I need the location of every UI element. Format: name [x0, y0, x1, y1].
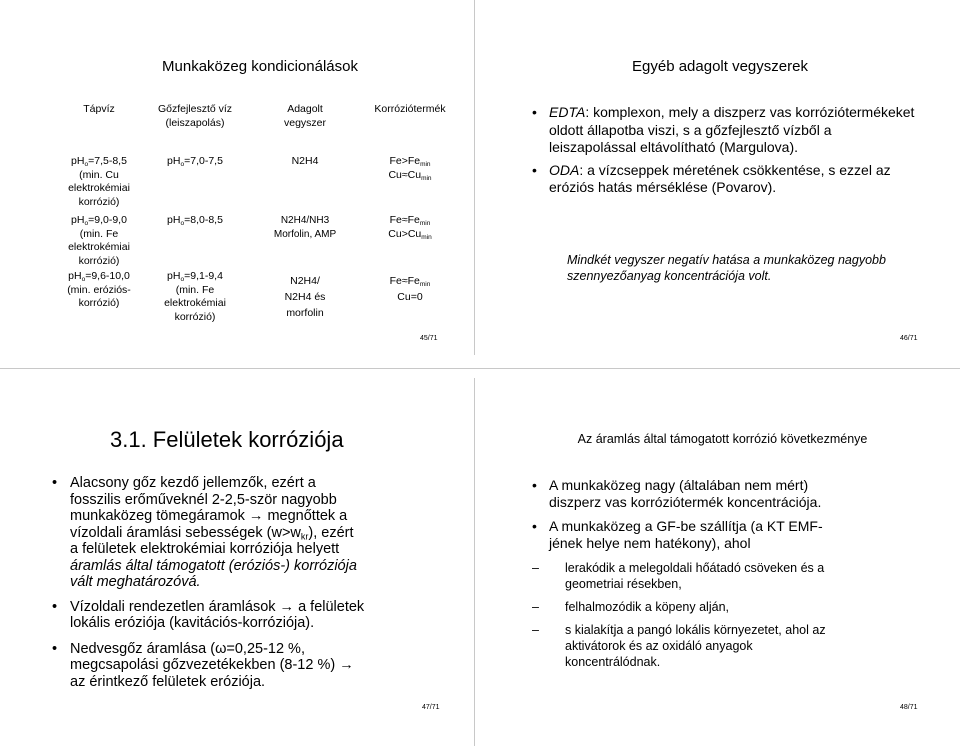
- dash-icon: –: [532, 600, 539, 614]
- bullet-transport-to-sg: • A munkaközeg a GF-be szállítja (a KT EMF- jének helye nem hatékony), ahol: [532, 518, 823, 551]
- sub-bullet-local-environment: – s kialakítja a pangó lokális környezetet, ahol az aktivátorok és az oxidáló anyagok koncentrálódnak.: [532, 623, 826, 669]
- bullet-dot-icon: •: [532, 518, 537, 534]
- bullet-dot-icon: •: [52, 475, 58, 491]
- bullet-dot-icon: •: [52, 640, 58, 657]
- row2-boiler-water: $pH_o=8,0-8,5$: [167, 214, 223, 227]
- bullet-low-steam: • Alacsony gőz kezdő jellemzők, ezért a fosszilis erőműveknél 2-2,5-ször nagyobb munkaközeg tömegáramok → megnőttek a vízoldali áramlási sebességek $(w>w_{kr})$, ezért a felületek elektrokémiai korróziója helyett áramlás által támogatott (eróziós-) korróziója vált meghatározóvá.: [52, 475, 357, 590]
- bullet-dot-icon: •: [532, 477, 537, 493]
- sub-bullets: [532, 560, 932, 670]
- row3-chemical: N2H4/ N2H4 és morfolin: [284, 275, 326, 319]
- slide-47-title: 3.1. Felületek korróziója: [110, 427, 344, 452]
- slide-45-page-number: 45/71: [420, 335, 438, 342]
- slide-46-bullets: [532, 104, 917, 197]
- bullet-edta: • EDTA: komplexon, mely a diszperz vas korróziótermékeket oldott állapotba viszi, s a gőzfejlesztő vízből a leiszapolással eltávolítható (Margulova).: [532, 104, 915, 155]
- header-boiler-water: Gőzfejlesztő víz (leiszapolás): [157, 103, 233, 129]
- sub-bullet-deposits: – lerakódik a melegoldali hőátadó csöveken és a geometriai résekben,: [532, 561, 825, 591]
- row1-feedwater: $pH_o=7,5-8,5$ (min. Cu elektrokémiai korrózió): [68, 155, 130, 208]
- slide-47-body: [52, 475, 462, 690]
- header-chemical: Adagolt vegyszer: [283, 103, 326, 129]
- sub-bullet-accumulates: – felhalmozódik a köpeny alján,: [532, 600, 729, 614]
- bullet-wet-steam: • Nedvesgőz áramlása (ω=0,25-12 %, megcsapolási gőzvezetékekben (8-12 %) → az érintkező felületek eróziója.: [52, 640, 354, 690]
- row2-feedwater: $pH_o=9,0-9,0$ (min. Fe elektrokémiai korrózió): [68, 214, 130, 267]
- header-feedwater: Tápvíz: [83, 103, 115, 115]
- bullet-oda: • ODA: a vízcseppek méretének csökkentése, s ezzel az eróziós hatás mérséklése (Povarov).: [532, 161, 891, 195]
- slide-45-title: Munkaközeg kondicionálások: [162, 58, 358, 75]
- slide-46-page-number: 46/71: [900, 335, 918, 342]
- vertical-divider-bottom: [474, 378, 475, 746]
- row3-boiler-water: $pH_o=9,1-9,4$ (min. Fe elektrokémiai korrózió): [164, 270, 226, 323]
- row1-boiler-water: $pH_o=7,0-7,5$: [167, 155, 223, 168]
- slide-46-note: Mindkét vegyszer negatív hatása a munkaközeg nagyobb szennyezőanyag koncentrációja volt.: [567, 253, 886, 283]
- bullet-iron-concentration: • A munkaközeg nagy (általában nem mért) diszperz vas korróziótermék koncentrációja.: [532, 477, 822, 510]
- row2-product: $Fe\approx Fe_{min}$ $Cu>Cu_{min}$: [388, 214, 432, 241]
- row3-feedwater: $pH_o=9,6-10,0$ (min. eróziós- korrózió): [67, 270, 131, 309]
- slide-46-title: Egyéb adagolt vegyszerek: [632, 58, 808, 75]
- slide-48-page-number: 48/71: [900, 704, 918, 711]
- dash-icon: –: [532, 561, 539, 575]
- dash-icon: –: [532, 623, 539, 637]
- row2-chemical: N2H4/NH3 Morfolin, AMP: [273, 215, 337, 240]
- slide-48-body: [532, 477, 932, 670]
- horizontal-divider: [0, 368, 960, 369]
- header-corrosion-product: Korróziótermék: [374, 103, 446, 115]
- bullet-dot-icon: •: [52, 598, 58, 615]
- row1-product: $Fe>Fe_{min}$ $Cu\approx Cu_{min}$: [388, 155, 432, 182]
- bullet-dot-icon: •: [532, 161, 537, 178]
- row1-chemical: N2H4: [291, 155, 319, 167]
- slide-48-title: Az áramlás által támogatott korrózió következménye: [577, 432, 868, 446]
- bullet-disordered-flow: • Vízoldali rendezetlen áramlások → a felületek lokális eróziója (kavitációs-korróziója).: [52, 598, 365, 631]
- row3-product: $Fe\approx Fe_{min}$ Cu=0: [389, 275, 431, 303]
- bullet-dot-icon: •: [532, 104, 537, 120]
- slide-47-page-number: 47/71: [422, 704, 440, 711]
- vertical-divider-top: [474, 0, 475, 355]
